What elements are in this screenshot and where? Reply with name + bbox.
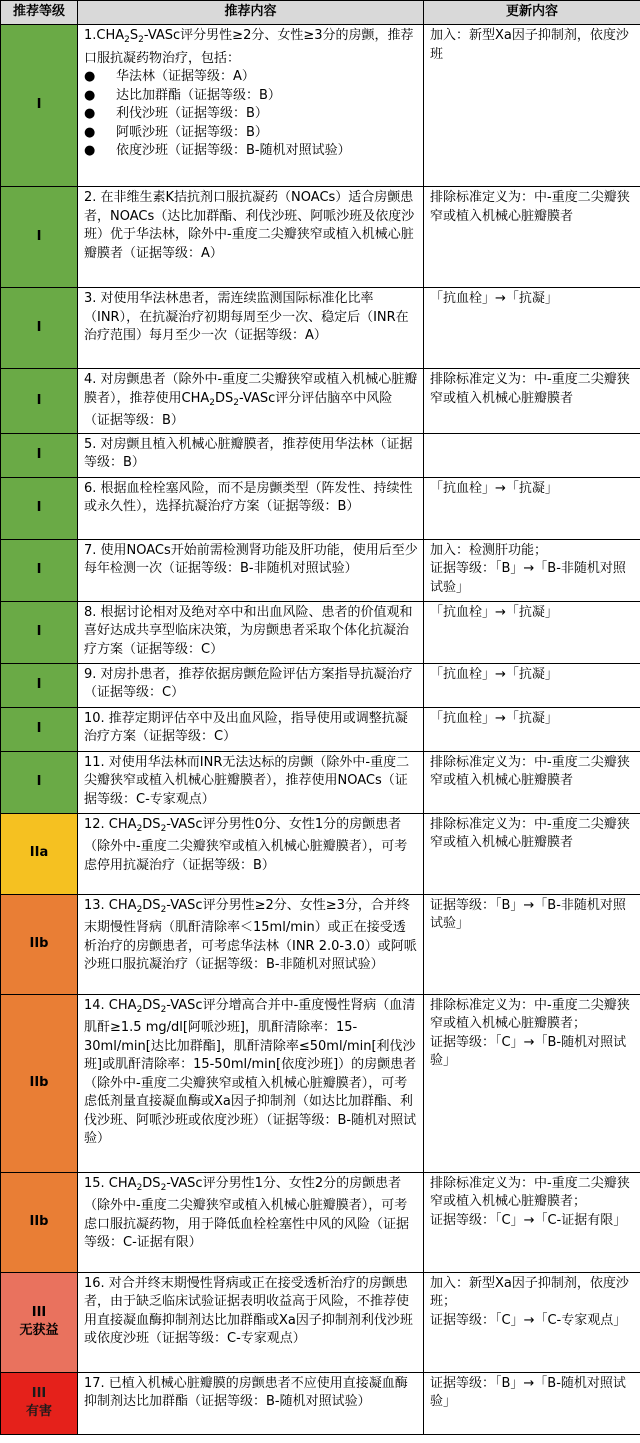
update-cell: 排除标准定义为：中-重度二尖瓣狭窄或植入机械心脏瓣膜者； 证据等级：「C」→「C-证据有限」 — [424, 1172, 640, 1272]
level-label: IIa — [29, 845, 49, 861]
table-row — [1, 477, 640, 539]
header-content: 推荐内容 — [78, 1, 424, 25]
update-cell: 排除标准定义为：中-重度二尖瓣狭窄或植入机械心脏瓣膜者 — [424, 187, 640, 288]
header-update: 更新内容 — [424, 1, 640, 25]
update-cell: 排除标准定义为：中-重度二尖瓣狭窄或植入机械心脏瓣膜者； 证据等级：「C」→「B-随机对照试验」 — [424, 994, 640, 1172]
level-label: I — [36, 561, 42, 577]
table-row — [1, 1272, 640, 1372]
bullet-icon: ● — [84, 106, 96, 121]
level-sublabel: 无获益 — [19, 1323, 59, 1338]
content-cell: 7. 使用NOACs开始前需检测肾功能及肝功能，使用后至少每年检测一次（证据等级：B-非随机对照试验） — [78, 539, 424, 601]
content-cell: 14. $CHA_2DS_2$-VASc评分增高合并中-重度慢性肾病（血清肌酐≥1.5 mg/dl[阿哌沙班]，肌酐清除率：15-30ml/min[达比加群酯]，肌酐清除率≤50ml/min[利伐沙班]或肌酐清除率：15-50ml/min[依度沙班]）的房颤患者（除外中-重度二尖瓣狭窄或植入机械心脏瓣膜者），可考虑低剂量直接凝血酶或Xa因子抑制剂（如达比加群酯、利伐沙班、阿哌沙班或依度沙班）（证据等级：B-随机对照试验） — [78, 994, 424, 1172]
update-cell — [424, 433, 640, 477]
drug-list — [84, 68, 418, 161]
header-row — [1, 1, 640, 25]
content-cell: 4. 对房颤患者（除外中-重度二尖瓣狭窄或植入机械心脏瓣膜者），推荐使用$CHA_2DS_2$-VASc评分评估脑卒中风险（证据等级：B） — [78, 369, 424, 434]
header-level: 推荐等级 — [1, 1, 78, 25]
content-cell: 8. 根据讨论相对及绝对卒中和出血风险、患者的价值观和喜好达成共享型临床决策，为房颤患者采取个体化抗凝治疗方案（证据等级：C） — [78, 601, 424, 663]
level-label: I — [36, 97, 42, 113]
level-cell — [1, 539, 78, 601]
level-label: III — [31, 1385, 47, 1401]
content-cell: 16. 对合并终末期慢性肾病或正在接受透析治疗的房颤患者，由于缺乏临床试验证据表明收益高于风险，不推荐使用直接凝血酶抑制剂达比加群酯或Xa因子抑制剂利伐沙班或依度沙班（证据等级：C-专家观点） — [78, 1272, 424, 1372]
level-cell — [1, 707, 78, 751]
level-sublabel: 有害 — [25, 1404, 52, 1419]
update-cell: 「抗血栓」→「抗凝」 — [424, 707, 640, 751]
level-cell — [1, 994, 78, 1172]
list-item: ● 达比加群酯（证据等级：B） — [84, 87, 418, 106]
content-cell: 15. $CHA_2DS_2$-VASc评分男性1分、女性2分的房颤患者（除外中-重度二尖瓣狭窄或植入机械心脏瓣膜者），可考虑口服抗凝药物，用于降低血栓栓塞性中风的风险（证据等级：C-证据有限） — [78, 1172, 424, 1272]
level-label: I — [36, 446, 42, 462]
level-label: IIb — [29, 935, 49, 951]
list-item: ● 阿哌沙班（证据等级：B） — [84, 124, 418, 143]
table-row — [1, 751, 640, 813]
table-row — [1, 894, 640, 994]
update-cell: 排除标准定义为：中-重度二尖瓣狭窄或植入机械心脏瓣膜者 — [424, 813, 640, 894]
level-label: I — [36, 319, 42, 335]
level-cell — [1, 1172, 78, 1272]
level-label: I — [36, 773, 42, 789]
update-cell: 「抗血栓」→「抗凝」 — [424, 663, 640, 707]
level-cell — [1, 477, 78, 539]
level-label: I — [36, 623, 42, 639]
list-item: ● 华法林（证据等级：A） — [84, 68, 418, 87]
table-row — [1, 288, 640, 369]
update-cell: 加入：新型Xa因子抑制剂，依度沙班； 证据等级：「C」→「C-专家观点」 — [424, 1272, 640, 1372]
update-cell: 证据等级：「B」→「B-非随机对照试验」 — [424, 894, 640, 994]
level-cell — [1, 25, 78, 187]
bullet-icon: ● — [84, 124, 96, 140]
update-cell: 加入：检测肝功能； 证据等级：「B」→「B-非随机对照试验」 — [424, 539, 640, 601]
content-cell: 6. 根据血栓栓塞风险，而不是房颤类型（阵发性、持续性或永久性），选择抗凝治疗方案（证据等级：B） — [78, 477, 424, 539]
content-cell: 12. $CHA_2DS_2$-VASc评分男性0分、女性1分的房颤患者（除外中-重度二尖瓣狭窄或植入机械心脏瓣膜者），可考虑停用抗凝治疗（证据等级：B） — [78, 813, 424, 894]
level-cell — [1, 601, 78, 663]
table-row — [1, 601, 640, 663]
content-cell: 10. 推荐定期评估卒中及出血风险，指导使用或调整抗凝治疗方案（证据等级：C） — [78, 707, 424, 751]
update-cell: 证据等级：「B」→「B-随机对照试验」 — [424, 1372, 640, 1434]
level-cell — [1, 663, 78, 707]
level-cell — [1, 433, 78, 477]
update-cell: 「抗血栓」→「抗凝」 — [424, 288, 640, 369]
level-cell — [1, 288, 78, 369]
level-label: III — [31, 1304, 47, 1320]
list-item: ● 依度沙班（证据等级：B-随机对照试验） — [84, 142, 418, 161]
content-cell — [78, 25, 424, 187]
table-row — [1, 663, 640, 707]
content-cell: 11. 对使用华法林而INR无法达标的房颤（除外中-重度二尖瓣狭窄或植入机械心脏瓣膜者），推荐使用NOACs（证据等级：C-专家观点） — [78, 751, 424, 813]
update-cell: 加入：新型Xa因子抑制剂，依度沙班 — [424, 25, 640, 187]
update-cell: 「抗血栓」→「抗凝」 — [424, 601, 640, 663]
content-cell: 5. 对房颤且植入机械心脏瓣膜者，推荐使用华法林（证据等级：B） — [78, 433, 424, 477]
table-row — [1, 1172, 640, 1272]
level-label: I — [36, 499, 42, 515]
level-label: I — [36, 392, 42, 408]
level-label: IIb — [29, 1213, 49, 1229]
level-label: I — [36, 720, 42, 736]
table-row — [1, 994, 640, 1172]
recommendation-text: $1.CHA_2S_2$-VASc评分男性≥2分、女性≥3分的房颤，推荐口服抗凝药物治疗，包括： — [84, 28, 414, 66]
level-cell — [1, 813, 78, 894]
update-cell: 排除标准定义为：中-重度二尖瓣狭窄或植入机械心脏瓣膜者 — [424, 751, 640, 813]
table-row — [1, 187, 640, 288]
bullet-icon: ● — [84, 143, 96, 158]
update-cell: 「抗血栓」→「抗凝」 — [424, 477, 640, 539]
table-row — [1, 707, 640, 751]
table-row — [1, 539, 640, 601]
list-item: ● 利伐沙班（证据等级：B） — [84, 105, 418, 124]
level-cell — [1, 751, 78, 813]
level-cell — [1, 187, 78, 288]
level-label: I — [36, 676, 42, 692]
level-cell — [1, 1272, 78, 1372]
level-label: I — [36, 228, 42, 244]
table-row — [1, 1372, 640, 1434]
content-cell: 13. $CHA_2DS_2$-VASc评分男性≥2分、女性≥3分，合并终末期慢性肾病（肌酐清除率＜15ml/min）或正在接受透析治疗的房颤患者，可考虑华法林（INR 2.0-3.0）或阿哌沙班口服抗凝治疗（证据等级：B-非随机对照试验） — [78, 894, 424, 994]
content-cell: 2. 在非维生素K拮抗剂口服抗凝药（NOACs）适合房颤患者，NOACs（达比加群酯、利伐沙班、阿哌沙班及依度沙班）优于华法林，除外中-重度二尖瓣狭窄或植入机械心脏瓣膜者（证据等级：A） — [78, 187, 424, 288]
bullet-icon: ● — [84, 87, 96, 103]
table-row — [1, 25, 640, 187]
content-cell: 9. 对房扑患者，推荐依据房颤危险评估方案指导抗凝治疗（证据等级：C） — [78, 663, 424, 707]
level-cell — [1, 369, 78, 434]
content-cell: 3. 对使用华法林患者，需连续监测国际标准化比率（INR），在抗凝治疗初期每周至少一次、稳定后（INR在治疗范围）每月至少一次（证据等级：A） — [78, 288, 424, 369]
table-row — [1, 433, 640, 477]
level-label: IIb — [29, 1074, 49, 1090]
update-cell: 排除标准定义为：中-重度二尖瓣狭窄或植入机械心脏瓣膜者 — [424, 369, 640, 434]
level-cell — [1, 1372, 78, 1434]
content-cell: 17. 已植入机械心脏瓣膜的房颤患者不应使用直接凝血酶抑制剂达比加群酯（证据等级：B-随机对照试验） — [78, 1372, 424, 1434]
level-cell — [1, 894, 78, 994]
table-row — [1, 369, 640, 434]
table-row — [1, 813, 640, 894]
bullet-icon: ● — [84, 69, 96, 84]
